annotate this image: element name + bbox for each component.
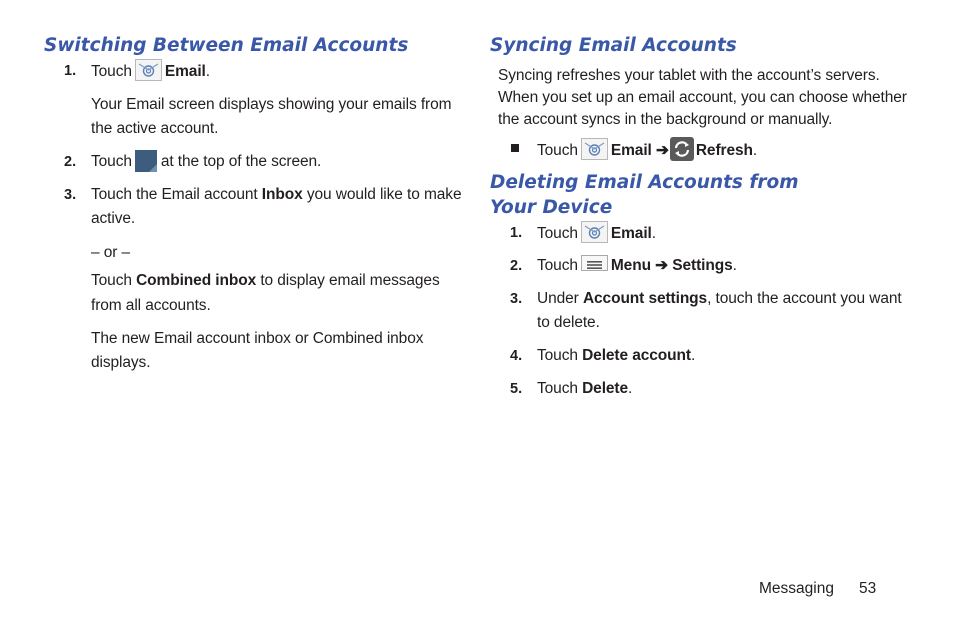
paragraph: from all accounts.	[91, 297, 211, 314]
refresh-icon	[670, 137, 694, 161]
account-switch-icon	[135, 150, 157, 172]
delete-step-1-text: Touch Email.	[537, 221, 656, 246]
step-3-text: Touch the Email account Inbox you would like to make	[91, 186, 462, 203]
paragraph: active.	[91, 210, 136, 227]
paragraph: displays.	[91, 354, 151, 371]
heading-deleting-accounts: Deleting Email Accounts from	[490, 172, 799, 193]
paragraph: Syncing refreshes your tablet with the account’s servers.	[498, 67, 880, 84]
heading-switching-accounts: Switching Between Email Accounts	[44, 35, 409, 56]
menu-icon	[581, 255, 608, 271]
heading-deleting-accounts-line2: Your Device	[490, 197, 613, 218]
paragraph: When you set up an email account, you can choose whether	[498, 89, 907, 106]
paragraph: to delete.	[537, 314, 600, 331]
step-1-text: Touch Email.	[91, 59, 210, 84]
paragraph: the account syncs in the background or manually.	[498, 111, 833, 128]
paragraph: Your Email screen displays showing your emails from	[91, 96, 452, 113]
bullet-square-icon	[511, 144, 519, 152]
paragraph: The new Email account inbox or Combined inbox	[91, 330, 424, 347]
footer-section-name: Messaging	[759, 580, 834, 597]
step-number: 4.	[510, 348, 523, 364]
step-number: 2.	[64, 154, 77, 170]
paragraph: the active account.	[91, 120, 219, 137]
email-app-icon	[581, 138, 608, 160]
delete-step-4-text: Touch Delete account.	[537, 347, 696, 364]
step-2-text: Touch at the top of the screen.	[91, 150, 321, 174]
step-number: 2.	[510, 258, 523, 274]
email-app-icon	[581, 221, 608, 243]
delete-step-5-text: Touch Delete.	[537, 380, 633, 397]
step-number: 3.	[64, 187, 77, 203]
or-separator: – or –	[91, 244, 131, 261]
delete-step-2-text: Touch Menu ➔ Settings.	[537, 257, 737, 274]
heading-syncing-accounts: Syncing Email Accounts	[490, 35, 737, 56]
step-number: 1.	[64, 63, 77, 79]
bullet-refresh-text: Touch Email ➔ Refresh.	[537, 137, 757, 163]
combined-inbox-text: Touch Combined inbox to display email messages	[91, 272, 440, 289]
step-number: 5.	[510, 381, 523, 397]
email-app-icon	[135, 59, 162, 81]
step-number: 3.	[510, 291, 523, 307]
step-number: 1.	[510, 225, 523, 241]
delete-step-3-text: Under Account settings, touch the account you want	[537, 290, 902, 307]
page-number: 53	[859, 580, 877, 597]
